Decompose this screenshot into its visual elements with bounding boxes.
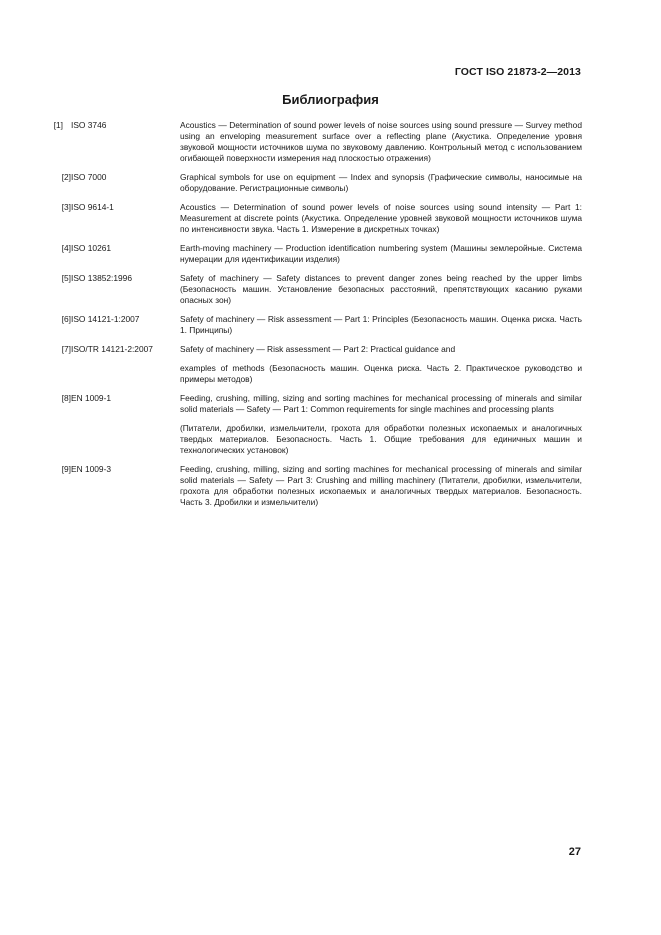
entry-number: [5] — [61, 273, 71, 283]
entry-paragraph: Safety of machinery — Risk assessment — Part 2: Practical guidance and — [180, 344, 456, 354]
entry-paragraph: Acoustics — Determination of sound power levels of noise sources using sound pressure — Survey method using an enveloping measurement surface over a reflecting plane (Акустика. Определение уровня звуковой мощности источников шума по звуковому давлению. Контрольный метод с использованием огибающей поверхности измерения над плоскостью отражения) — [180, 120, 582, 163]
entry-standard-code: EN 1009-3 — [71, 464, 112, 474]
bibliography-entry — [46, 202, 582, 235]
bibliography-entry — [46, 314, 582, 336]
entry-paragraph: Feeding, crushing, milling, sizing and sorting machines for mechanical processing of minerals and similar solid materials — Safety — Part 1: Common requirements for single machines and processing plants — [180, 393, 582, 414]
entry-description — [180, 314, 582, 336]
bibliography-entry — [46, 172, 582, 194]
entry-standard-code: ISO/TR 14121-2:2007 — [71, 344, 153, 354]
entry-number: [2] — [61, 172, 71, 182]
entry-paragraph: examples of methods (Безопасность машин. Оценка риска. Часть 2. Практическое руководство и примеры методов) — [180, 363, 582, 384]
entry-number: [9] — [61, 464, 71, 474]
entry-description — [180, 172, 582, 194]
entry-paragraph: Feeding, crushing, milling, sizing and sorting machines for mechanical processing of minerals and similar solid materials — Safety — Part 3: Crushing and milling machinery (Питатели, дробилки, измельчители, грохота для обработки полезных ископаемых и аналогичных твердых материалов. Безопасность. Часть 3. Дробилки и измельчители) — [180, 464, 582, 507]
entry-description — [180, 344, 582, 385]
entry-paragraph: Safety of machinery — Risk assessment — Part 1: Principles (Безопасность машин. Оценка риска. Часть 1. Принципы) — [180, 314, 582, 335]
entry-description — [180, 243, 582, 265]
page-number: 27 — [568, 846, 581, 858]
entry-paragraph: Acoustics — Determination of sound power levels of noise sources using sound intensity — Part 1: Measurement at discrete points (Акустика. Определение уровней звуковой мощности источников шума по интенсивности звука. Часть 1. Измерение в дискретных точках) — [180, 202, 582, 234]
entry-description — [180, 464, 582, 508]
entry-description — [180, 393, 582, 456]
entry-standard-code: EN 1009-1 — [71, 393, 112, 403]
bibliography-entry — [46, 393, 582, 456]
entry-standard-code: ISO 3746 — [71, 120, 107, 130]
entry-paragraph: Graphical symbols for use on equipment — Index and synopsis (Графические символы, наносимые на оборудование. Регистрационные символы) — [180, 172, 582, 193]
entry-standard-code: ISO 9614-1 — [71, 202, 114, 212]
entry-number: [8] — [61, 393, 71, 403]
entry-number: [1] — [53, 120, 63, 130]
entry-number: [7] — [61, 344, 71, 354]
entry-standard-code: ISO 13852:1996 — [71, 273, 133, 283]
entry-paragraph: (Питатели, дробилки, измельчители, грохота для обработки полезных ископаемых и аналогичных твердых материалов. Безопасность. Часть 1. Общие требования для единичных машин и технологических установок) — [180, 423, 582, 455]
entry-paragraph: Earth-moving machinery — Production identification numbering system (Машины землеройные. Система нумерации для идентификации изделия) — [180, 243, 582, 264]
bibliography-entry — [46, 344, 582, 385]
bibliography-entry — [46, 243, 582, 265]
page-title: Библиография — [282, 92, 379, 107]
entry-standard-code: ISO 10261 — [71, 243, 112, 253]
entry-description — [180, 202, 582, 235]
entry-description — [180, 273, 582, 306]
entry-standard-code: ISO 7000 — [71, 172, 107, 182]
bibliography-entry — [46, 273, 582, 306]
entry-paragraph: Safety of machinery — Safety distances to prevent danger zones being reached by the upper limbs (Безопасность машин. Установление безопасных расстояний, препятствующих касанию руками опасных зон) — [180, 273, 582, 305]
entry-number: [3] — [61, 202, 71, 212]
entry-standard-code: ISO 14121-1:2007 — [71, 314, 140, 324]
entry-number: [4] — [61, 243, 71, 253]
bibliography-list — [46, 120, 582, 516]
bibliography-entry — [46, 464, 582, 508]
bibliography-entry — [46, 120, 582, 164]
entry-number: [6] — [61, 314, 71, 324]
document-header-id: ГОСТ ISO 21873-2—2013 — [454, 66, 581, 78]
entry-description — [180, 120, 582, 164]
